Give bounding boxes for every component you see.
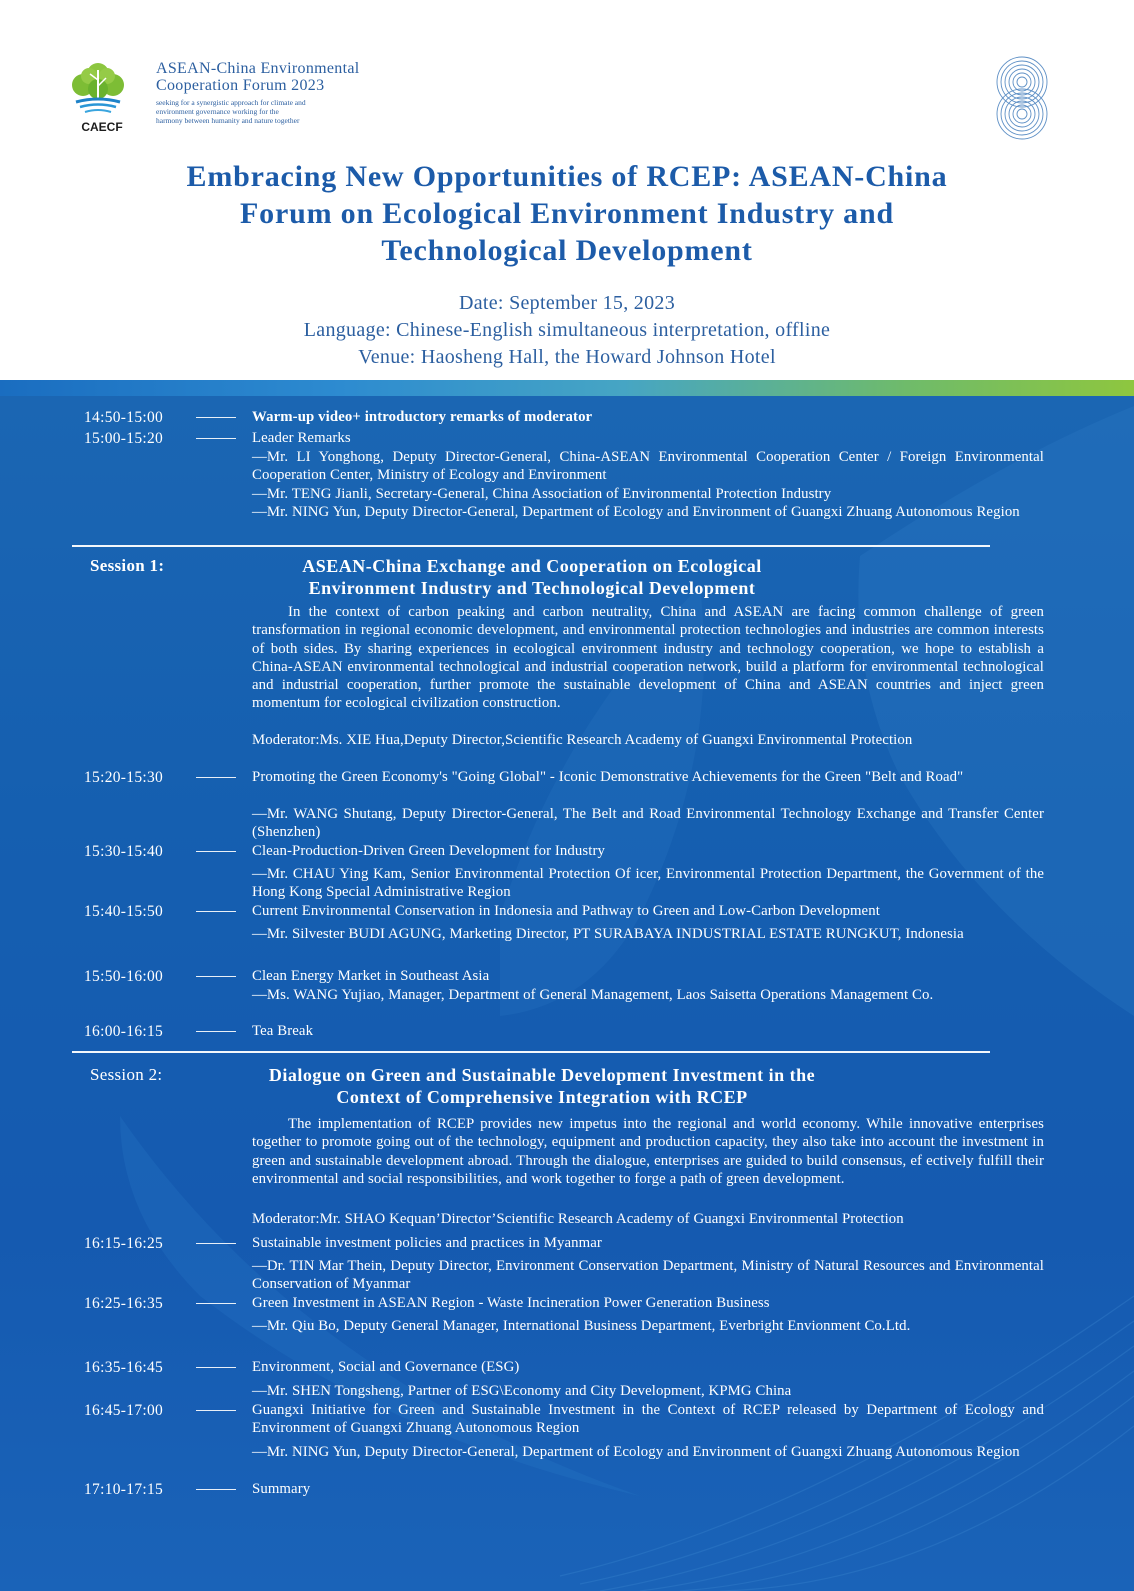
- section-divider: [72, 1051, 990, 1053]
- session-1-intro: [252, 603, 1044, 713]
- forum-name-line: Cooperation Forum 2023: [156, 77, 325, 94]
- session-title-line: Context of Comprehensive Integration with RCEP: [336, 1087, 748, 1107]
- agenda-topic: Environment, Social and Governance (ESG): [252, 1359, 520, 1375]
- forum-slogan: [156, 98, 356, 125]
- agenda-time: 16:00-16:15: [84, 1023, 164, 1040]
- agenda-speaker: —Mr. LI Yonghong, Deputy Director-General, China-ASEAN Environmental Cooperation Center / Foreign Environmental Cooperation Center, Ministry of Ecology and Environment: [252, 449, 1044, 484]
- session-intro-text: The implementation of RCEP provides new impetus into the regional and world economy. While innovative enterprises together to promote going out of the technology, equipment and production capacity, they also take into account the investment in green and sustainable development abroad. Through the dialogue, enterprises are guided to build consensus, ef ectively fulfill their environmental and social responsibilities, and work together to forge a path of green development.: [252, 1116, 1044, 1187]
- agenda-topic: Promoting the Green Economy's "Going Global" - Iconic Demonstrative Achievements for the Green "Belt and Road": [252, 769, 964, 785]
- agenda-time: 15:00-15:20: [84, 430, 164, 447]
- session-title-line: Environment Industry and Technological Development: [308, 578, 756, 598]
- agenda-time: 14:50-15:00: [84, 409, 164, 426]
- agenda-time: 15:40-15:50: [84, 903, 164, 920]
- time-dash: [196, 777, 236, 778]
- agenda-time: 17:10-17:15: [84, 1481, 164, 1498]
- agenda-speaker: —Mr. WANG Shutang, Deputy Director-General, The Belt and Road Environmental Technology Exchange and Transfer Center (Shenzhen): [252, 806, 1044, 841]
- session-1-title: [252, 555, 812, 599]
- caecf-logo: [62, 58, 134, 138]
- time-dash: [196, 438, 236, 439]
- agenda-time: 15:20-15:30: [84, 769, 164, 786]
- forum-name: [156, 60, 359, 94]
- agenda-time: 15:50-16:00: [84, 968, 164, 985]
- agenda-speaker: —Mr. Qiu Bo, Deputy General Manager, International Business Department, Everbright Envionment Co.Ltd.: [252, 1318, 911, 1334]
- agenda-speaker: —Mr. SHEN Tongsheng, Partner of ESG\Economy and City Development, KPMG China: [252, 1383, 792, 1399]
- agenda-speaker: —Ms. WANG Yujiao, Manager, Department of General Management, Laos Saisetta Operations Management Co.: [252, 987, 934, 1003]
- agenda-topic: Sustainable investment policies and practices in Myanmar: [252, 1235, 602, 1251]
- time-dash: [196, 851, 236, 852]
- session-intro-text: In the context of carbon peaking and carbon neutrality, China and ASEAN are facing common challenge of green transformation in regional economic development, and environmental protection technologies and industries are common interests of both sides. By sharing experiences in ecological environment industry and technology cooperation, we hope to establish a China-ASEAN environmental technological and industrial cooperation network, build a platform for environmental technological and industrial cooperation, further promote the sustainable development of China and ASEAN countries and inject green momentum for ecological civilization construction.: [252, 604, 1044, 712]
- title-line: Forum on Ecological Environment Industry and: [240, 197, 894, 230]
- leaf-logo-icon: [62, 58, 134, 122]
- forum-name-line: ASEAN-China Environmental: [156, 60, 360, 77]
- agenda-topic: Clean-Production-Driven Green Development for Industry: [252, 843, 606, 859]
- agenda-topic: Clean Energy Market in Southeast Asia: [252, 968, 490, 984]
- agenda-topic: Warm-up video+ introductory remarks of moderator: [252, 409, 593, 425]
- time-dash: [196, 1410, 236, 1411]
- agenda-time: 15:30-15:40: [84, 843, 164, 860]
- header: [0, 0, 1134, 384]
- agenda-background: [0, 396, 1134, 1591]
- title-line: Technological Development: [381, 234, 753, 267]
- event-venue: Venue: Haosheng Hall, the Howard Johnson Hotel: [358, 346, 776, 368]
- agenda-topic: Summary: [252, 1481, 311, 1497]
- session-title-line: ASEAN-China Exchange and Cooperation on Ecological: [302, 556, 762, 576]
- event-date: Date: September 15, 2023: [458, 292, 676, 314]
- agenda-topic: Current Environmental Conservation in Indonesia and Pathway to Green and Low-Carbon Development: [252, 903, 880, 919]
- event-language: Language: Chinese-English simultaneous interpretation, offline: [303, 319, 831, 341]
- logo-text: CAECF: [81, 120, 123, 134]
- agenda-time: 16:45-17:00: [84, 1402, 164, 1419]
- time-dash: [196, 1303, 236, 1304]
- time-dash: [196, 911, 236, 912]
- time-dash: [196, 1489, 236, 1490]
- time-dash: [196, 1243, 236, 1244]
- session-2-title: [212, 1064, 872, 1108]
- time-dash: [196, 1031, 236, 1032]
- agenda-topic: Leader Remarks: [252, 430, 351, 446]
- slogan-line: seeking for a synergistic approach for climate and: [156, 98, 306, 107]
- agenda-speaker: —Mr. NING Yun, Deputy Director-General, Department of Ecology and Environment of Guangxi Zhuang Autonomous Region: [252, 1444, 1020, 1460]
- session-title-line: Dialogue on Green and Sustainable Development Investment in the: [268, 1065, 816, 1085]
- agenda-time: 16:35-16:45: [84, 1359, 164, 1376]
- agenda-speaker: —Dr. TIN Mar Thein, Deputy Director, Environment Conservation Department, Ministry of Natural Resources and Environmental Conservation of Myanmar: [252, 1258, 1044, 1293]
- agenda-speaker: —Mr. Silvester BUDI AGUNG, Marketing Director, PT SURABAYA INDUSTRIAL ESTATE RUNGKUT, Indonesia: [252, 926, 964, 942]
- session-1-moderator: Moderator:Ms. XIE Hua,Deputy Director,Scientific Research Academy of Guangxi Environmental Protection: [252, 732, 913, 748]
- session-2-label: Session 2:: [90, 1065, 163, 1084]
- agenda-topic: Tea Break: [252, 1023, 314, 1039]
- event-meta: [117, 290, 1017, 371]
- time-dash: [196, 1367, 236, 1368]
- slogan-line: harmony between humanity and nature together: [156, 116, 300, 125]
- agenda-time: 16:25-16:35: [84, 1295, 164, 1312]
- section-divider: [72, 545, 990, 547]
- agenda-speaker: —Mr. NING Yun, Deputy Director-General, Department of Ecology and Environment of Guangxi Zhuang Autonomous Region: [252, 504, 1020, 520]
- session-1-label: Session 1:: [90, 556, 165, 575]
- agenda-time: 16:15-16:25: [84, 1235, 164, 1252]
- agenda-topic: Guangxi Initiative for Green and Sustainable Investment in the Context of RCEP released by Department of Ecology and Environment of Guangxi Zhuang Autonomous Region: [252, 1402, 1044, 1437]
- page-title: [117, 158, 1017, 269]
- agenda-speaker: —Mr. CHAU Ying Kam, Senior Environmental Protection Of icer, Environmental Protection Department, the Government of the Hong Kong Special Administrative Region: [252, 866, 1044, 901]
- forum-name-block: [156, 60, 359, 125]
- agenda-speaker: —Mr. TENG Jianli, Secretary-General, China Association of Environmental Protection Industry: [252, 486, 832, 502]
- session-2-moderator: Moderator:Mr. SHAO Kequan’Director’Scientific Research Academy of Guangxi Environmental Protection: [252, 1211, 904, 1227]
- session-2-intro: [252, 1115, 1044, 1188]
- time-dash: [196, 976, 236, 977]
- slogan-line: environment governance working for the: [156, 107, 279, 116]
- agenda: [0, 396, 1134, 1591]
- agenda-topic: Green Investment in ASEAN Region - Waste Incineration Power Generation Business: [252, 1295, 770, 1311]
- time-dash: [196, 417, 236, 418]
- concentric-rings-icon: [992, 56, 1052, 140]
- title-line: Embracing New Opportunities of RCEP: ASEAN-China: [186, 160, 948, 193]
